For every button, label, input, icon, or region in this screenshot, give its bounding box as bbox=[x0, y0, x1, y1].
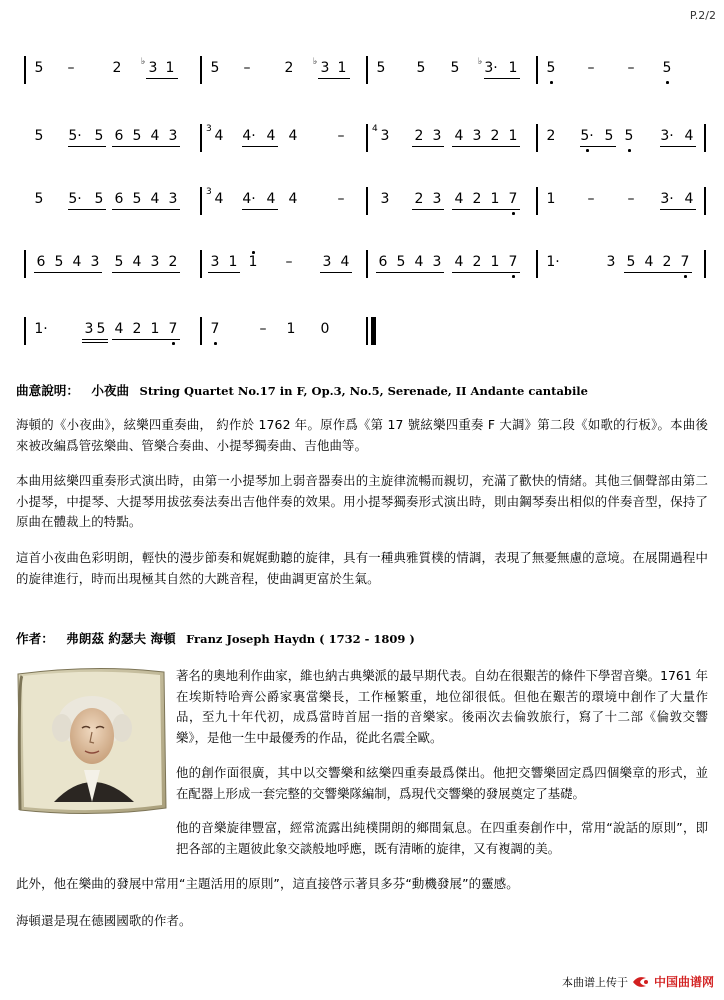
barline bbox=[536, 56, 538, 84]
note: 7 bbox=[168, 321, 178, 337]
note: 2 bbox=[472, 254, 482, 270]
beam bbox=[242, 146, 278, 147]
note: 7 bbox=[508, 254, 518, 270]
note: 2 bbox=[546, 128, 556, 144]
time-signature: 3 bbox=[206, 124, 212, 134]
note: 3· bbox=[660, 191, 674, 207]
composer-heading bbox=[16, 628, 415, 647]
dash: – bbox=[243, 60, 251, 76]
note: 4 bbox=[340, 254, 350, 270]
barline bbox=[366, 250, 368, 278]
note: 5 bbox=[34, 60, 44, 76]
note: 5 bbox=[546, 60, 556, 76]
low-octave-dot bbox=[586, 149, 589, 152]
note: 5 bbox=[96, 321, 106, 337]
barline bbox=[704, 187, 706, 215]
barline bbox=[200, 56, 202, 84]
heading-label: 作者： bbox=[16, 631, 54, 646]
note: 2 bbox=[662, 254, 672, 270]
dash: – bbox=[627, 60, 635, 76]
beam bbox=[68, 209, 106, 210]
note: 1 bbox=[337, 60, 347, 76]
bio-para-3: 他的音樂旋律豐富，經常流露出純樸開朗的鄉間氣息。在四重奏創作中，常用“說話的原則”，即把各部的主題彼此象交談般地呼應，既有清晰的旋律，又有複調的美。 bbox=[176, 820, 708, 856]
note: 1 bbox=[228, 254, 238, 270]
flat-sign: ♭ bbox=[313, 57, 318, 67]
barline bbox=[24, 317, 26, 345]
flat-sign: ♭ bbox=[141, 57, 146, 67]
dash: – bbox=[627, 191, 635, 207]
score-line-4 bbox=[20, 246, 710, 282]
note: 4 bbox=[684, 128, 694, 144]
low-octave-dot bbox=[214, 342, 217, 345]
note: 1 bbox=[490, 254, 500, 270]
note: 3 bbox=[210, 254, 220, 270]
note: 4 bbox=[214, 128, 224, 144]
barline bbox=[24, 56, 26, 84]
footer bbox=[562, 973, 714, 990]
note: 5 bbox=[34, 128, 44, 144]
note: 4 bbox=[288, 128, 298, 144]
beam bbox=[320, 272, 352, 273]
barline bbox=[200, 317, 202, 345]
barline bbox=[200, 124, 202, 152]
note: 1 bbox=[508, 60, 518, 76]
bio-para-1: 著名的奧地利作曲家，維也納古典樂派的最早期代表。自幼在很艱苦的條件下學習音樂。1761 年在埃斯特哈齊公爵家裏當樂長，工作極繁重，地位卻很低。但他在艱苦的環境中創作了大量作品，至九十年代初，成爲當時首屈一指的音樂家。後兩次去倫敦旅行，寫了十二部《倫敦交響樂》，是他一生中最優秀的作品，從此名震全歐。 bbox=[176, 668, 708, 745]
note: 3 bbox=[432, 191, 442, 207]
dash: – bbox=[285, 254, 293, 270]
dash: – bbox=[587, 60, 595, 76]
beam bbox=[208, 272, 240, 273]
dash: – bbox=[587, 191, 595, 207]
description-para-1: 海頓的《小夜曲》，絃樂四重奏曲， 約作於 1762 年。原作爲《第 17 號絃樂四重奏 F 大調》第二段《如歌的行板》。本曲後來被改編爲管弦樂曲、管樂合奏曲、小提琴獨奏曲、吉他曲等。 bbox=[16, 417, 708, 453]
beam bbox=[580, 146, 616, 147]
low-octave-dot bbox=[550, 81, 553, 84]
note: 4 bbox=[72, 254, 82, 270]
composer-para-4: 此外，他在樂曲的發展中常用“主題活用的原則”，這直接啓示著貝多芬“動機發展”的靈感。 bbox=[16, 876, 519, 891]
note: 5 bbox=[132, 128, 142, 144]
note: 3 bbox=[606, 254, 616, 270]
note: 4 bbox=[150, 191, 160, 207]
beam bbox=[112, 209, 180, 210]
heading-label: 曲意說明： bbox=[16, 383, 79, 398]
final-barline bbox=[371, 317, 376, 345]
barline bbox=[24, 250, 26, 278]
note: 4 bbox=[266, 128, 276, 144]
beam bbox=[82, 342, 108, 343]
score-line-3 bbox=[20, 183, 710, 219]
note: 4 bbox=[150, 128, 160, 144]
low-octave-dot bbox=[684, 275, 687, 278]
note: 3 bbox=[432, 128, 442, 144]
note: 5· bbox=[68, 191, 82, 207]
note: 5· bbox=[68, 128, 82, 144]
note: 1· bbox=[34, 321, 48, 337]
note: 4 bbox=[454, 191, 464, 207]
beam bbox=[112, 272, 180, 273]
beam bbox=[82, 339, 108, 340]
note: 4 bbox=[266, 191, 276, 207]
beam bbox=[112, 146, 180, 147]
barline bbox=[366, 56, 368, 84]
dash: – bbox=[337, 128, 345, 144]
note: 5 bbox=[132, 191, 142, 207]
time-signature: 4 bbox=[372, 124, 378, 134]
note: 3 bbox=[168, 128, 178, 144]
note: 3 bbox=[148, 60, 158, 76]
note: 4 bbox=[684, 191, 694, 207]
note: 7 bbox=[508, 191, 518, 207]
note: 1 bbox=[286, 321, 296, 337]
note: 5 bbox=[416, 60, 426, 76]
note: 5 bbox=[54, 254, 64, 270]
beam bbox=[318, 78, 350, 79]
low-octave-dot bbox=[172, 342, 175, 345]
flat-sign: ♭ bbox=[478, 57, 483, 67]
note: 3 bbox=[380, 128, 390, 144]
beam bbox=[660, 209, 696, 210]
note: 4 bbox=[454, 254, 464, 270]
note: 5 bbox=[94, 191, 104, 207]
note: 4 bbox=[114, 321, 124, 337]
note: 2 bbox=[414, 191, 424, 207]
score-line-1 bbox=[20, 52, 710, 88]
note: 2 bbox=[168, 254, 178, 270]
low-octave-dot bbox=[666, 81, 669, 84]
barline bbox=[704, 124, 706, 152]
beam bbox=[376, 272, 444, 273]
score-line-2 bbox=[20, 120, 710, 156]
barline bbox=[366, 317, 368, 345]
note: 3 bbox=[320, 60, 330, 76]
note: 1 bbox=[546, 191, 556, 207]
note: 7 bbox=[680, 254, 690, 270]
note: 1 bbox=[150, 321, 160, 337]
beam bbox=[68, 146, 106, 147]
beam bbox=[624, 272, 692, 273]
note: 4 bbox=[454, 128, 464, 144]
composer-para-5: 海頓還是現在德國國歌的作者。 bbox=[16, 913, 192, 928]
description-para-2: 本曲用絃樂四重奏形式演出時，由第一小提琴加上弱音器奏出的主旋律流暢而親切，充滿了歡快的情緒。其他三個聲部由第二小提琴，中提琴、大提琴用拔弦奏法奏出吉他伴奏的效果。用小提琴獨奏形式演出時，則由鋼琴奏出相似的伴奏音型，保持了原曲在體裁上的特點。 bbox=[16, 473, 708, 529]
note: 5 bbox=[450, 60, 460, 76]
note: 3 bbox=[380, 191, 390, 207]
note: 6 bbox=[114, 128, 124, 144]
note: 2 bbox=[132, 321, 142, 337]
note: 1 bbox=[490, 191, 500, 207]
beam bbox=[242, 209, 278, 210]
note: 4 bbox=[414, 254, 424, 270]
low-octave-dot bbox=[512, 275, 515, 278]
note: 5 bbox=[94, 128, 104, 144]
high-octave-dot bbox=[252, 251, 255, 254]
note: 5 bbox=[626, 254, 636, 270]
heading-english: String Quartet No.17 in F, Op.3, No.5, Serenade, II Andante cantabile bbox=[139, 384, 588, 398]
note: 7 bbox=[210, 321, 220, 337]
note: 4 bbox=[214, 191, 224, 207]
note: 2 bbox=[490, 128, 500, 144]
note: 4 bbox=[132, 254, 142, 270]
note: 3 bbox=[472, 128, 482, 144]
note: 1 bbox=[508, 128, 518, 144]
note: 2 bbox=[472, 191, 482, 207]
note: 1 bbox=[165, 60, 175, 76]
beam bbox=[112, 339, 180, 340]
note: 4 bbox=[288, 191, 298, 207]
barline bbox=[536, 250, 538, 278]
barline bbox=[536, 187, 538, 215]
barline bbox=[200, 187, 202, 215]
beam bbox=[412, 209, 444, 210]
note: 5 bbox=[662, 60, 672, 76]
description-para-3: 這首小夜曲色彩明朗，輕快的漫步節奏和娓娓動聽的旋律，具有一種典雅質樸的情調，表現了無憂無慮的意境。在展開過程中的旋律進行，時而出現極其自然的大跳音程，使曲調更富於生氣。 bbox=[16, 550, 708, 586]
note: 6 bbox=[114, 191, 124, 207]
haydn-portrait bbox=[14, 662, 171, 820]
note: 3· bbox=[484, 60, 498, 76]
site-logo-icon bbox=[632, 975, 650, 989]
description-heading bbox=[16, 380, 588, 399]
note: 1· bbox=[546, 254, 560, 270]
time-signature: 3 bbox=[206, 187, 212, 197]
note: 0 bbox=[320, 321, 330, 337]
footer-brand-link[interactable]: 中国曲谱网 bbox=[653, 975, 714, 989]
beam bbox=[412, 146, 444, 147]
barline bbox=[536, 124, 538, 152]
note: 3 bbox=[432, 254, 442, 270]
beam bbox=[660, 146, 696, 147]
beam bbox=[452, 146, 520, 147]
beam bbox=[452, 209, 520, 210]
note: 3· bbox=[660, 128, 674, 144]
dash: – bbox=[337, 191, 345, 207]
score-line-5 bbox=[20, 313, 710, 349]
footer-uploaded: 本曲谱上传于 bbox=[561, 975, 628, 989]
note: 4 bbox=[644, 254, 654, 270]
dash: – bbox=[259, 321, 267, 337]
barline bbox=[366, 187, 368, 215]
note: 1 bbox=[248, 254, 258, 270]
note: 3 bbox=[168, 191, 178, 207]
barline bbox=[366, 124, 368, 152]
barline bbox=[200, 250, 202, 278]
note: 6 bbox=[378, 254, 388, 270]
low-octave-dot bbox=[628, 149, 631, 152]
note: 2 bbox=[284, 60, 294, 76]
note: 3 bbox=[84, 321, 94, 337]
note: 3 bbox=[322, 254, 332, 270]
page-number: P.2/2 bbox=[689, 9, 716, 22]
note: 3 bbox=[150, 254, 160, 270]
barline bbox=[704, 250, 706, 278]
low-octave-dot bbox=[512, 212, 515, 215]
bio-para-2: 他的創作面很廣，其中以交響樂和絃樂四重奏最爲傑出。他把交響樂固定爲四個樂章的形式，並在配器上形成一套完整的交響樂隊編制，爲現代交響樂的發展奠定了基礎。 bbox=[176, 765, 708, 801]
note: 5 bbox=[604, 128, 614, 144]
note: 5 bbox=[396, 254, 406, 270]
note: 6 bbox=[36, 254, 46, 270]
note: 5· bbox=[580, 128, 594, 144]
composer-name: 弗朗茲 約瑟夫 海頓 bbox=[66, 631, 176, 646]
note: 5 bbox=[624, 128, 634, 144]
note: 3 bbox=[90, 254, 100, 270]
note: 5 bbox=[34, 191, 44, 207]
note: 2 bbox=[414, 128, 424, 144]
note: 5 bbox=[376, 60, 386, 76]
note: 4· bbox=[242, 128, 256, 144]
note: 5 bbox=[114, 254, 124, 270]
beam bbox=[146, 78, 178, 79]
beam bbox=[484, 78, 520, 79]
note: 4· bbox=[242, 191, 256, 207]
note: 5 bbox=[210, 60, 220, 76]
beam bbox=[34, 272, 102, 273]
heading-title: 小夜曲 bbox=[91, 383, 130, 398]
dash: – bbox=[67, 60, 75, 76]
composer-english: Franz Joseph Haydn ( 1732 - 1809 ) bbox=[186, 632, 415, 646]
beam bbox=[452, 272, 520, 273]
note: 2 bbox=[112, 60, 122, 76]
